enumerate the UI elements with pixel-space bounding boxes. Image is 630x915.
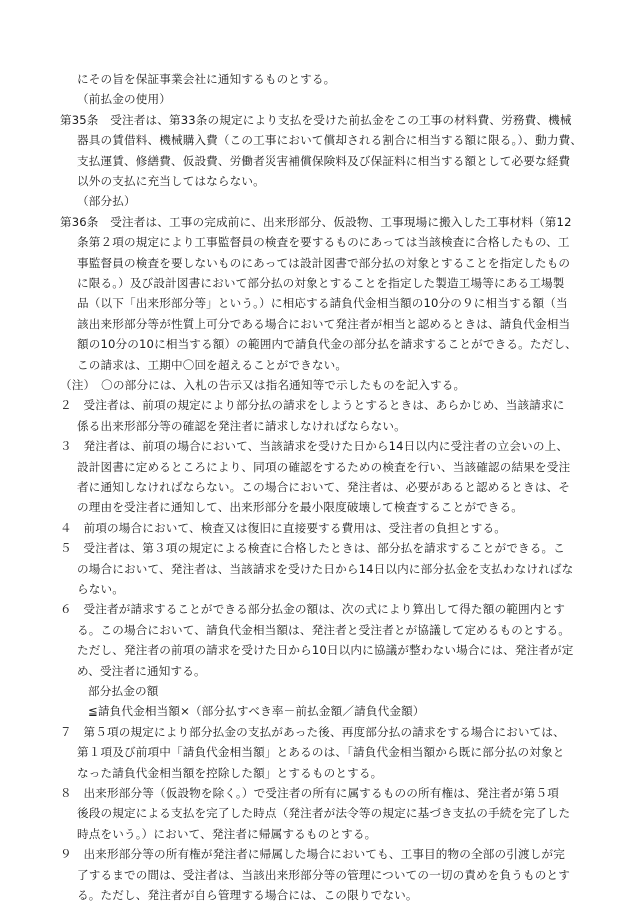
paragraph-7-line: 第１項及び前項中「請負代金相当額」とあるのは、「請負代金相当額から既に部分払の対象と [77,745,565,760]
article-36-line: 事監督員の検査を要しないものにあっては設計図書で部分払の対象とすることを指定したもの [77,255,571,270]
article-36-line: 条第２項の規定により工事監督員の検査を要するものにあっては当該検査に合格したもの、工 [77,235,570,250]
paragraph-5-line: らない。 [77,582,124,596]
paragraph-5-line: の場合において、発注者は、当該請求を受けた日から14日以内に部分払金を支払わなければな [77,561,574,576]
note-line: （注） 〇の部分には、入札の告示又は指名通知等で示したものを記入する。 [60,378,466,392]
paragraph-8-line: 時点をいう。）において、発注者に帰属するものとする。 [77,826,377,841]
article-36-line: に限る。）及び設計図書において部分払の対象とすることを指定した製造工場等にある工場製 [77,276,565,290]
paragraph-4-line: ４ 前項の場合において、検査又は復旧に直接要する費用は、受注者の負担とする。 [60,520,507,535]
paragraph-3-line: の理由を受注者に通知して、出来形部分を最小限度破壊して検査することができる。 [77,500,524,515]
article-35-line: 以外の支払に充当してはならない。 [77,174,265,188]
article-35-line: 第35条 受注者は、第33条の規定により支払を受けた前払金をこの工事の材料費、労務費、機械 [60,112,572,127]
paragraph-5-line: ５ 受注者は、第３項の規定による検査に合格したときは、部分払を請求することができる。こ [60,541,565,556]
section-heading: （部分払） [77,194,136,209]
paragraph-9-line: ９ 出来形部分等の所有権が発注者に帰属した場合においても、工事目的物の全部の引渡しが完 [60,847,565,862]
formula-line: ≦請負代金相当額×（部分払すべき率－前払金額／請負代金額） [88,704,425,719]
paragraph-6-line: め、受注者に通知する。 [77,663,206,678]
paragraph-7-line: ７ 第５項の規定により部分払金の支払があった後、再度部分払の請求をする場合においては、 [60,724,565,739]
paragraph-2-line: 係る出来形部分等の確認を発注者に請求しなければならない。 [77,418,406,433]
paragraph-3-line: 設計図書に定めるところにより、同項の確認をするための検査を行い、当該確認の結果を受注 [77,459,571,474]
paragraph-6-line: ６ 受注者が請求することができる部分払金の額は、次の式により算出して得た額の範囲内とす [60,602,565,617]
paragraph-6-line: ただし、発注者の前項の請求を受けた日から10日以内に協議が整わない場合には、発注者が定 [77,643,574,658]
paragraph-8-line: 後段の規定による支払を完了した時点（発注者が法令等の規定に基づき支払の手続を完了した [77,806,571,821]
paragraph-9-line: る。ただし、発注者が自ら管理する場合には、この限りでない。 [77,888,418,902]
section-heading: （前払金の使用） [77,92,171,107]
article-36-line: 額の10分の10に相当する額）の範囲内で請負代金の部分払を請求することができる。ただし、 [77,337,577,352]
paragraph-6-line: る。この場合において、請負代金相当額は、発注者と受注者とが協議して定めるものとする。 [77,622,571,637]
article-35-line: 支払運賃、修繕費、仮設費、労働者災害補償保険料及び保証料に相当する額として必要な経費 [77,153,571,168]
article-35-line: 器具の賃借料、機械購入費（この工事において償却される割合に相当する額に限る。）、動力費、 [77,133,583,148]
paragraph-3-line: 者に通知しなければならない。この場合において、発注者は、必要があると認めるときは、そ [77,480,571,494]
article-36-line: この請求は、工期中〇回を超えることができない。 [77,357,348,372]
paragraph-2-line: ２ 受注者は、前項の規定により部分払の請求をしようとするときは、あらかじめ、当該請求に [60,398,565,413]
text-line: にその旨を保証事業会社に通知するものとする。 [77,72,336,86]
paragraph-7-line: なった請負代金相当額を控除した額」とするものとする。 [77,765,383,780]
paragraph-8-line: ８ 出来形部分等（仮設物を除く。）で受注者の所有に属するものの所有権は、発注者が第５項 [60,786,559,800]
article-36-line: 該出来形部分等が性質上可分である場合において発注者が相当と認めるときは、請負代金相当 [77,316,571,331]
article-36-line: 品（以下「出来形部分等」という。）に相応する請負代金相当額の10分の９に相当する額（当 [77,296,568,311]
formula-label: 部分払金の額 [88,684,159,698]
paragraph-9-line: 了するまでの間は、受注者は、当該出来形部分等の管理についての一切の責めを負うものとす [77,867,571,882]
paragraph-3-line: ３ 発注者は、前項の場合において、当該請求を受けた日から14日以内に受注者の立会いの上、 [60,439,569,454]
article-36-line: 第36条 受注者は、工事の完成前に、出来形部分、仮設物、工事現場に搬入した工事材料（第12 [60,214,572,229]
